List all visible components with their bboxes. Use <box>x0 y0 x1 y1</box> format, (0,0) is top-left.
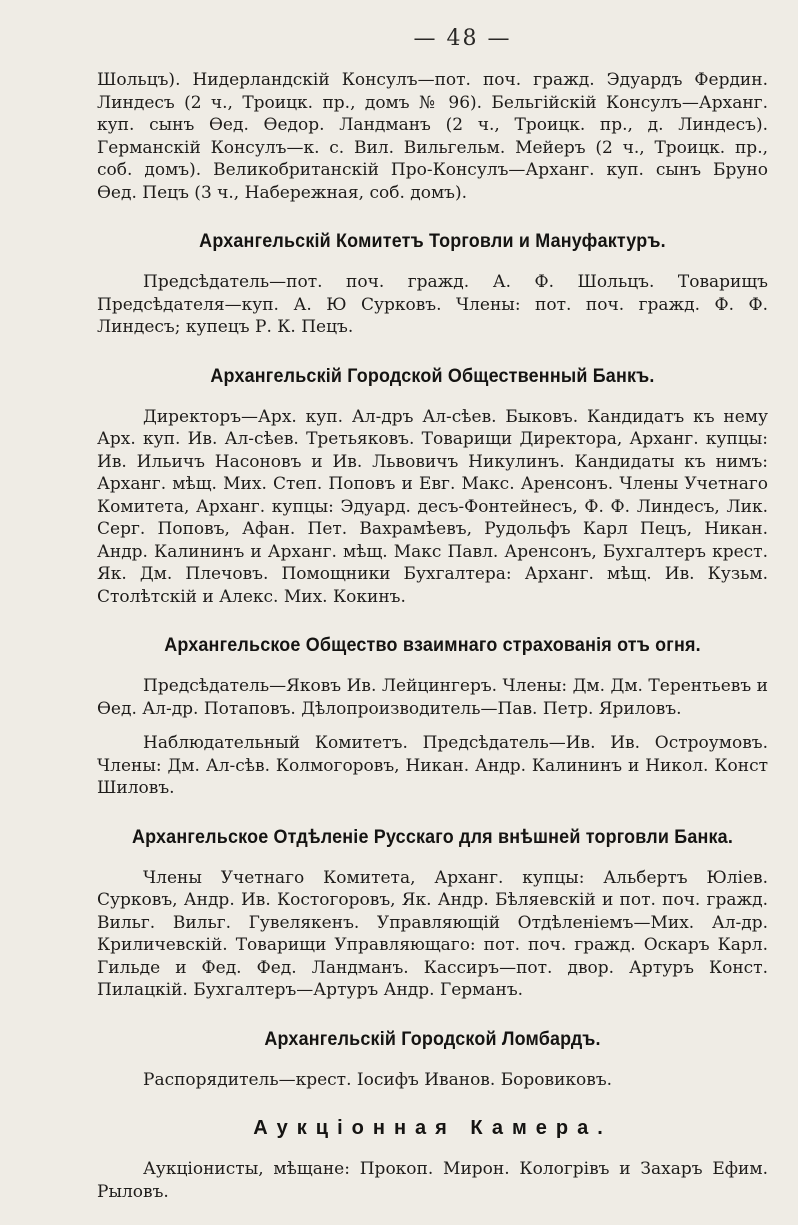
page-number: — 48 — <box>413 26 512 51</box>
section-heading: Аукціонная Камера. <box>253 1117 612 1139</box>
intro-paragraph: Шольцъ). Нидерландскій Консулъ—пот. поч. гражд. Эдуардъ Фердин. Линдесъ (2 ч., Троицк. пр., домъ № 96). Бельгійскій Консулъ—Арханг. куп. сынъ Ѳед. Ѳедор. Ландманъ (2 ч., Троицк. пр., д. Линдесъ). Германскій Консулъ—к. с. Вил. Вильгельм. Мейеръ (2 ч., Троицк. пр., соб. домъ). Великобританскій Про-Консулъ—Арханг. куп. сынъ Бруно Ѳед. Пецъ (3 ч., Набережная, соб. домъ). <box>97 70 768 203</box>
section-auction-chamber <box>97 1117 768 1203</box>
section-fire-insurance <box>97 634 768 800</box>
section-paragraph: Предсѣдатель—Яковъ Ив. Лейцингеръ. Члены: Дм. Дм. Терентьевъ и Ѳед. Ал-др. Потаповъ. Дѣлопроизводитель—Пав. Петр. Яриловъ. <box>97 676 768 719</box>
section-heading: Архангельскій Городской Общественный Банкъ. <box>210 364 655 387</box>
section-paragraph: Распорядитель—крест. Іосифъ Иванов. Боровиковъ. <box>143 1069 613 1090</box>
section-foreign-trade-bank <box>97 826 768 1002</box>
section-paragraph: Аукціонисты, мѣщане: Прокоп. Мирон. Кологрівъ и Захаръ Ефим. Рыловъ. <box>97 1159 768 1202</box>
section-paragraph: Предсѣдатель—пот. поч. гражд. А. Ф. Шольцъ. Товарищъ Предсѣдателя—куп. А. Ю Сурковъ. Члены: пот. поч. гражд. Ф. Ф. Линдесъ; купецъ Р. К. Пецъ. <box>97 272 768 337</box>
section-heading: Архангельское Общество взаимнаго страхованія отъ огня. <box>164 634 701 656</box>
section-pawnshop <box>97 1028 768 1092</box>
section-heading: Архангельскій Городской Ломбардъ. <box>264 1027 601 1050</box>
section-paragraph: Директоръ—Арх. куп. Ал-дръ Ал-сѣев. Быковъ. Кандидатъ къ нему Арх. куп. Ив. Ал-сѣев. Третьяковъ. Товарищи Директора, Арханг. купцы: Ив. Ильичъ Насоновъ и Ив. Львовичъ Никулинъ. Кандидаты къ нимъ: Арханг. мѣщ. Мих. Степ. Поповъ и Евг. Макс. Аренсонъ. Члены Учетнаго Комитета, Арханг. купцы: Эдуард. десъ-Фонтейнесъ, Ф. Ф. Линдесъ, Лик. Серг. Поповъ, Афан. Пет. Вахрамѣевъ, Рудольфъ Карл Пецъ, Никан. Андр. Калининъ и Арханг. мѣщ. Макс Павл. Аренсонъ, Бухгалтеръ крест. Як. Дм. Плечовъ. Помощники Бухгалтера: Арханг. мѣщ. Ив. Кузьм. Столѣтскій и Алекс. Мих. Кокинъ. <box>97 406 768 607</box>
section-city-bank <box>97 365 768 609</box>
section-heading: Архангельскій Комитетъ Торговли и Мануфактуръ. <box>199 230 666 252</box>
section-paragraph: Наблюдательный Комитетъ. Предсѣдатель—Ив. Ив. Остроумовъ. Члены: Дм. Ал-сѣв. Колмогоровъ, Никан. Андр. Калининъ и Никол. Конст Шиловъ. <box>97 733 768 798</box>
section-trade-committee <box>97 230 768 339</box>
section-paragraph: Члены Учетнаго Комитета, Арханг. купцы: Альбертъ Юліев. Сурковъ, Андр. Ив. Костогоровъ, Як. Андр. Бѣляевскій и пот. поч. гражд. Вильг. Вильг. Гувелякенъ. Управляющій Отдѣленіемъ—Мих. Ал-др. Криличевскій. Товарищи Управляющаго: пот. поч. гражд. Оскаръ Карл. Гильде и Фед. Фед. Ландманъ. Кассиръ—пот. двор. Артуръ Конст. Пилацкій. Бухгалтеръ—Артуръ Андр. Германъ. <box>97 867 768 1000</box>
section-heading: Архангельское Отдѣленіе Русскаго для внѣшней торговли Банка. <box>131 825 734 848</box>
